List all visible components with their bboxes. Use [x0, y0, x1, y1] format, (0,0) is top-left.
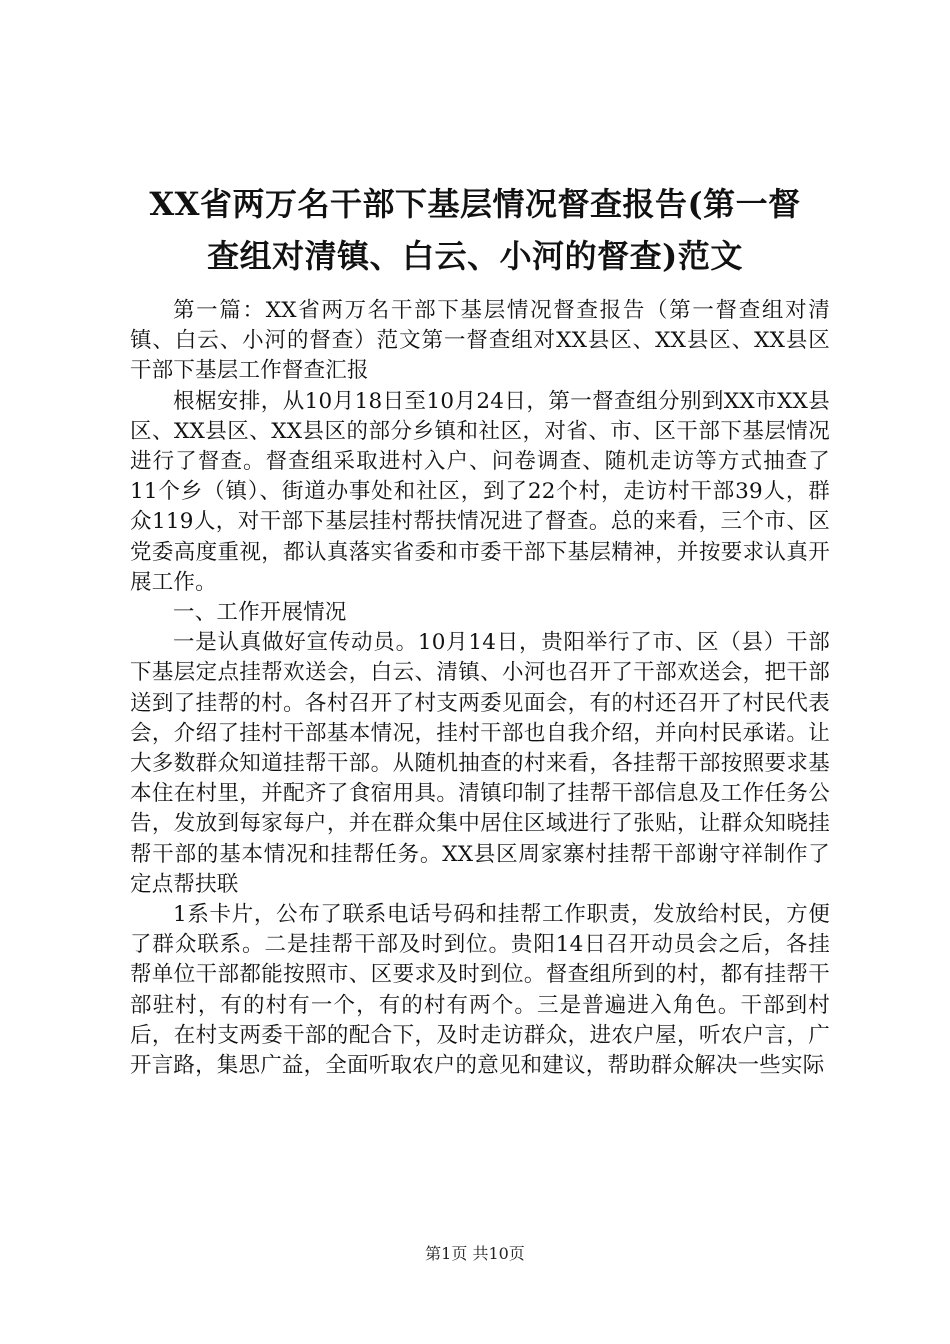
title-line-2: 查组对清镇、白云、小河的督查)范文 [207, 237, 743, 275]
paragraph-intro: 第一篇：XX省两万名干部下基层情况督查报告（第一督查组对清镇、白云、小河的督查）范文第一督查组对XX县区、XX县区、XX县区干部下基层工作督查汇报 [130, 298, 830, 384]
paragraph-arrangement: 根椐安排，从10月18日至10月24日，第一督查组分别到XX市XX县区、XX县区、XX县区的部分乡镇和社区，对省、市、区干部下基层情况进行了督查。督查组采取进村入户、问卷调查、随机走访等方式抽查了11个乡（镇）、街道办事处和社区，到了22个村，走访村干部39人，群众119人，对干部下基层挂村帮扶情况进了督查。总的来看，三个市、区党委高度重视，都认真落实省委和市委干部下基层精神，并按要求认真开展工作。 [130, 388, 830, 595]
document-title [110, 178, 840, 282]
title-line-1: XX省两万名干部下基层情况督查报告(第一督 [149, 185, 801, 223]
document-body [130, 296, 830, 1081]
page-footer: 第1页 共10页 [425, 1244, 525, 1263]
section-heading: 一、工作开展情况 [173, 600, 347, 626]
paragraph-cadres: 1系卡片，公布了联系电话号码和挂帮工作职责，发放给村民，方便了群众联系。二是挂帮干部及时到位。贵阳14日召开动员会之后，各挂帮单位干部都能按照市、区要求及时到位。督查组所到的村，都有挂帮干部驻村，有的村有一个，有的村有两个。三是普遍进入角色。干部到村后，在村支两委干部的配合下，及时走访群众，进农户屋，听农户言，广开言路，集思广益，全面听取农户的意见和建议，帮助群众解决一些实际 [130, 902, 830, 1079]
paragraph-publicity: 一是认真做好宣传动员。10月14日，贵阳举行了市、区（县）干部下基层定点挂帮欢送会，白云、清镇、小河也召开了干部欢送会，把干部送到了挂帮的村。各村召开了村支两委见面会，有的村还召开了村民代表会，介绍了挂村干部基本情况，挂村干部也自我介绍，并向村民承诺。让大多数群众知道挂帮干部。从随机抽查的村来看，各挂帮干部按照要求基本住在村里，并配齐了食宿用具。清镇印制了挂帮干部信息及工作任务公告，发放到每家每户，并在群众集中居住区域进行了张贴，让群众知晓挂帮干部的基本情况和挂帮任务。XX县区周家寨村挂帮干部谢守祥制作了定点帮扶联 [130, 630, 830, 897]
